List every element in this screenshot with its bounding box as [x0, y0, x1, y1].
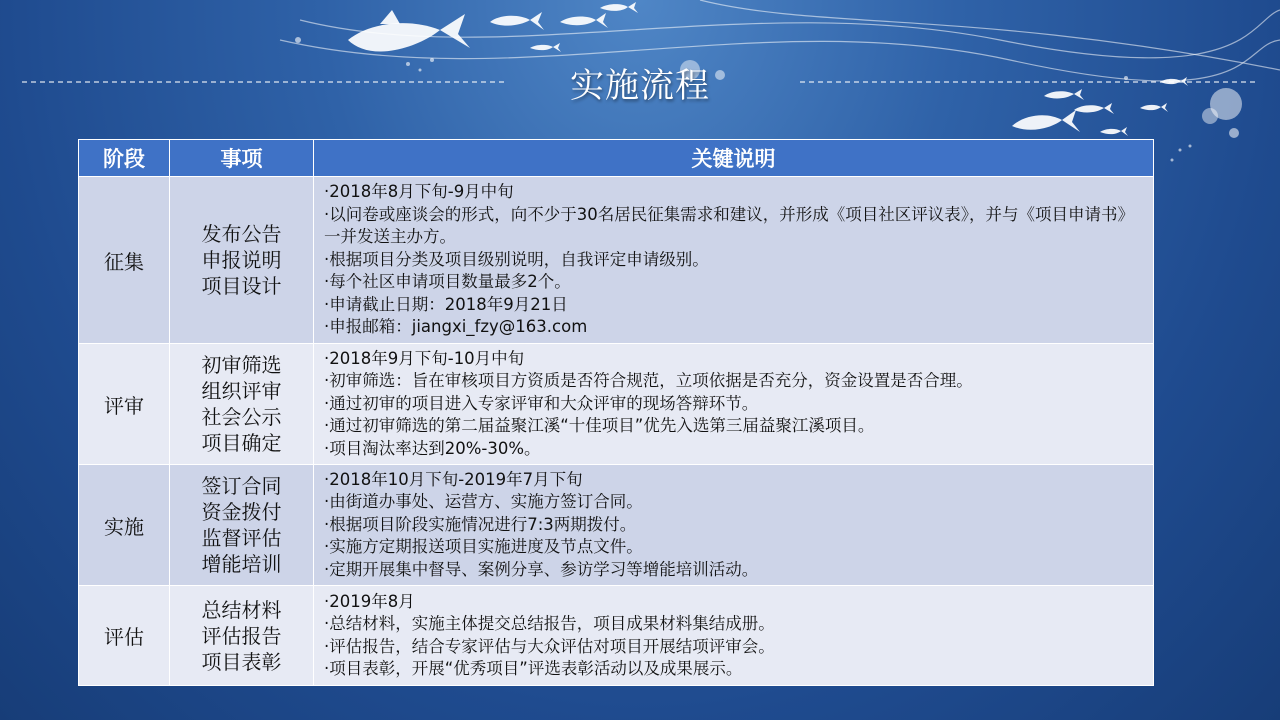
stage-cell: 实施	[79, 465, 170, 586]
table-row	[79, 465, 1154, 586]
fish-icon	[600, 2, 638, 13]
note-line: ·项目淘汰率达到20%-30%。	[324, 438, 541, 458]
header-items: 事项	[170, 140, 314, 177]
note-line: ·2018年10月下旬-2019年7月下旬	[324, 469, 583, 489]
item-text: 增能培训	[201, 552, 282, 576]
note-line: ·2019年8月	[324, 591, 415, 611]
table-row	[79, 344, 1154, 465]
notes-cell	[314, 177, 1154, 344]
item-text: 组织评审	[201, 379, 282, 403]
item-text: 资金拨付	[201, 500, 282, 524]
stage-cell: 评审	[79, 344, 170, 465]
items-cell	[170, 177, 314, 344]
item-text: 社会公示	[201, 405, 282, 429]
fish-icon	[530, 43, 561, 52]
item-text: 申报说明	[201, 248, 282, 272]
note-line: ·2018年9月下旬-10月中旬	[324, 348, 525, 368]
fish-icon	[490, 12, 544, 30]
note-line: ·申报邮箱：jiangxi_fzy@163.com	[324, 317, 588, 337]
header-notes: 关键说明	[314, 140, 1154, 177]
table-row	[79, 586, 1154, 686]
note-line: ·初审筛选：旨在审核项目方资质是否符合规范，立项依据是否充分，资金设置是否合理。	[324, 371, 973, 391]
stage-cell: 评估	[79, 586, 170, 686]
note-line: ·以问卷或座谈会的形式，向不少于30名居民征集需求和建议，并形成《项目社区评议表》，并与《项目申请书》一并发送主办方。	[324, 204, 1134, 247]
note-line: ·由街道办事处、运营方、实施方签订合同。	[324, 492, 643, 512]
note-line: ·2018年8月下旬-9月中旬	[324, 182, 514, 202]
note-line: ·通过初审的项目进入专家评审和大众评审的现场答辩环节。	[324, 393, 759, 413]
item-text: 发布公告	[201, 222, 282, 246]
stage-cell: 征集	[79, 177, 170, 344]
note-line: ·根据项目阶段实施情况进行7:3两期拨付。	[324, 514, 637, 534]
item-text: 监督评估	[201, 526, 282, 550]
bubble-icon	[1189, 145, 1192, 148]
item-text: 签订合同	[201, 474, 282, 498]
item-text: 项目设计	[201, 274, 282, 298]
fish-icon	[1012, 110, 1080, 132]
header-stage: 阶段	[79, 140, 170, 177]
page-title: 实施流程	[570, 66, 710, 106]
table-header-row	[79, 140, 1154, 177]
note-line: ·定期开展集中督导、案例分享、参访学习等增能培训活动。	[324, 559, 759, 579]
item-text: 项目表彰	[201, 649, 282, 674]
bubble-icon	[1202, 108, 1218, 124]
bubble-icon	[1229, 128, 1239, 138]
item-text: 项目确定	[201, 431, 282, 455]
process-table	[78, 139, 1154, 686]
note-line: ·总结材料，实施主体提交总结报告，项目成果材料集结成册。	[324, 614, 775, 633]
item-text: 总结材料	[201, 597, 282, 622]
bubble-icon	[1179, 149, 1182, 152]
note-line: ·根据项目分类及项目级别说明，自我评定申请级别。	[324, 249, 709, 269]
note-line: ·申请截止日期：2018年9月21日	[324, 294, 568, 314]
bubble-icon	[295, 37, 301, 43]
notes-cell	[314, 344, 1154, 465]
items-cell	[170, 344, 314, 465]
bubble-icon	[1171, 159, 1174, 162]
fish-icon	[1100, 127, 1128, 136]
note-line: ·评估报告，结合专家评估与大众评估对项目开展结项评审会。	[324, 636, 775, 656]
items-cell	[170, 586, 314, 686]
items-cell	[170, 465, 314, 586]
large-fish-icon	[348, 10, 470, 52]
item-text: 初审筛选	[201, 353, 282, 377]
note-line: ·项目表彰，开展“优秀项目”评选表彰活动以及成果展示。	[324, 659, 743, 678]
item-text: 评估报告	[201, 623, 282, 648]
note-line: ·通过初审筛选的第二届益聚江溪“十佳项目”优先入选第三届益聚江溪项目。	[324, 416, 875, 436]
notes-cell	[314, 586, 1154, 686]
note-line: ·每个社区申请项目数量最多2个。	[324, 272, 571, 292]
notes-cell	[314, 465, 1154, 586]
table-row	[79, 177, 1154, 344]
fish-icon	[560, 13, 608, 28]
note-line: ·实施方定期报送项目实施进度及节点文件。	[324, 537, 643, 557]
